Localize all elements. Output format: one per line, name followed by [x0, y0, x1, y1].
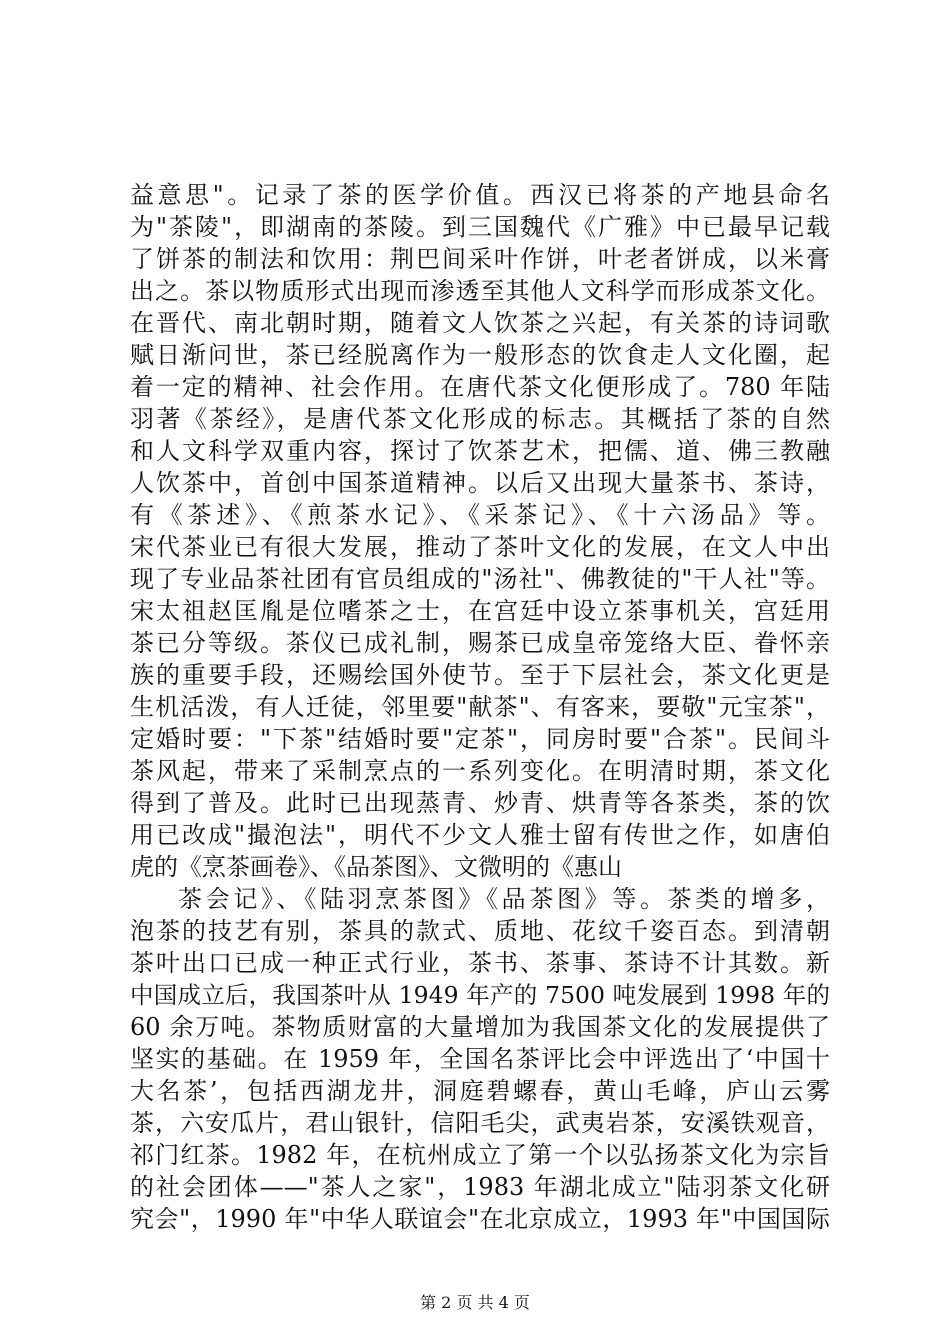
body-text-line: 有《茶述》、《煎茶水记》、《采茶记》、《十六汤品》等。	[130, 501, 830, 529]
body-text-line: 泡茶的技艺有别，茶具的款式、质地、花纹千姿百态。到清朝	[130, 917, 830, 945]
body-text-line: 中国成立后，我国茶叶从 1949 年产的 7500 吨发展到 1998 年的	[130, 981, 830, 1009]
body-text-line: 人饮茶中，首创中国茶道精神。以后又出现大量茶书、茶诗，	[130, 469, 830, 497]
body-text-line: 现了专业品茶社团有官员组成的"汤社"、佛教徒的"干人社"等。	[130, 565, 830, 593]
body-text-line: 60 余万吨。茶物质财富的大量增加为我国茶文化的发展提供了	[130, 1013, 830, 1041]
body-text-line: 生机活泼，有人迁徒，邻里要"献茶"、有客来，要敬"元宝茶"，	[130, 693, 830, 721]
body-text-line: 得到了普及。此时已出现蒸青、炒青、烘青等各茶类，茶的饮	[130, 789, 830, 817]
body-text-line: 在晋代、南北朝时期，随着文人饮茶之兴起，有关茶的诗词歌	[130, 309, 830, 337]
body-text-line: 茶叶出口已成一种正式行业，茶书、茶事、茶诗不计其数。新	[130, 949, 830, 977]
body-text-line: 宋代茶业已有很大发展，推动了茶叶文化的发展，在文人中出	[130, 533, 830, 561]
body-text-line: 茶风起，带来了采制烹点的一系列变化。在明清时期，茶文化	[130, 757, 830, 785]
body-text-line: 出之。茶以物质形式出现而渗透至其他人文科学而形成茶文化。	[130, 277, 830, 305]
body-text-line: 着一定的精神、社会作用。在唐代茶文化便形成了。780 年陆	[130, 373, 830, 401]
body-text-line: 和人文科学双重内容，探讨了饮茶艺术，把儒、道、佛三教融	[130, 437, 830, 465]
body-text-line: 坚实的基础。在 1959 年，全国名茶评比会中评选出了‘中国十	[130, 1045, 830, 1073]
body-text-line: 宋太祖赵匡胤是位嗜茶之士，在宫廷中设立茶事机关，宫廷用	[130, 597, 830, 625]
body-text-line: 益意思"。记录了茶的医学价值。西汉已将茶的产地县命名	[130, 181, 830, 209]
body-text-line: 大名茶’，包括西湖龙井，洞庭碧螺春，黄山毛峰，庐山云雾	[130, 1077, 830, 1105]
page-number-footer: 第 2 页 共 4 页	[420, 1293, 530, 1312]
body-text-line: 茶会记》、《陆羽烹茶图》《品茶图》等。茶类的增多，	[178, 885, 830, 913]
body-text-line: 的社会团体——"茶人之家"，1983 年湖北成立"陆羽茶文化研	[130, 1173, 830, 1201]
body-text-line: 用已改成"撮泡法"，明代不少文人雅士留有传世之作，如唐伯	[130, 821, 830, 849]
body-text-line: 祁门红茶。1982 年，在杭州成立了第一个以弘扬茶文化为宗旨	[130, 1141, 830, 1169]
body-text-line: 虎的《烹茶画卷》、《品茶图》、文微明的《惠山	[130, 853, 622, 881]
body-text-line: 了饼茶的制法和饮用：荆巴间采叶作饼，叶老者饼成，以米膏	[130, 245, 830, 273]
body-text-line: 茶，六安瓜片，君山银针，信阳毛尖，武夷岩茶，安溪铁观音，	[130, 1109, 830, 1137]
body-text-line: 为"茶陵"，即湖南的茶陵。到三国魏代《广雅》中已最早记载	[130, 213, 830, 241]
body-text-line: 族的重要手段，还赐绘国外使节。至于下层社会，茶文化更是	[130, 661, 830, 689]
body-text-line: 羽著《茶经》，是唐代茶文化形成的标志。其概括了茶的自然	[130, 405, 830, 433]
body-text-line: 定婚时要："下茶"结婚时要"定茶"，同房时要"合茶"。民间斗	[130, 725, 830, 753]
body-text-line: 茶已分等级。茶仪已成礼制，赐茶已成皇帝笼络大臣、眷怀亲	[130, 629, 830, 657]
body-text-line: 赋日渐问世，茶已经脱离作为一般形态的饮食走人文化圈，起	[130, 341, 830, 369]
body-text-line: 究会"，1990 年"中华人联谊会"在北京成立，1993 年"中国国际	[130, 1205, 830, 1233]
